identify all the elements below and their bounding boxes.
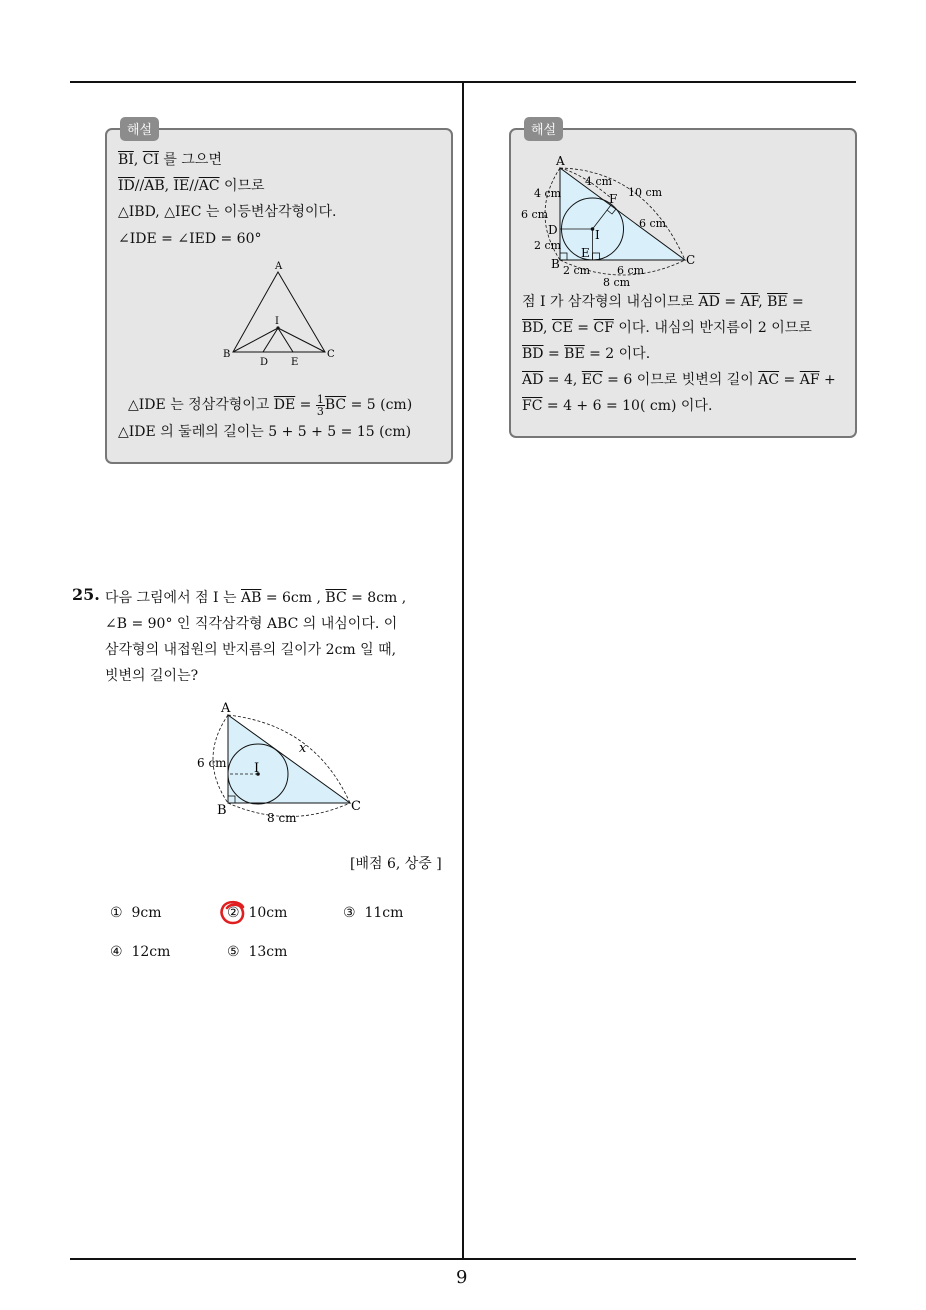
fig-label-x: x bbox=[299, 741, 307, 756]
left-line-1 bbox=[118, 150, 222, 170]
right-line-4 bbox=[522, 370, 836, 390]
fig-label-c: C bbox=[351, 799, 361, 814]
seg-bc: $\overline{BC}$ bbox=[325, 590, 347, 606]
question-line-1 bbox=[105, 588, 406, 608]
seg-text: 이다. 내심의 반지름이 2 이므로 bbox=[613, 320, 812, 336]
seg-ac: $\overline{AC}$ bbox=[198, 178, 220, 194]
seg-be: $\overline{BE}$ bbox=[767, 294, 788, 310]
seg-ie: $\overline{IE}$ bbox=[173, 178, 190, 194]
seg-text: = 8cm , bbox=[346, 590, 407, 606]
seg-fc: $\overline{FC}$ bbox=[522, 398, 543, 414]
seg-text: = 5 (cm) bbox=[346, 397, 413, 413]
fig-label-c: C bbox=[327, 349, 335, 360]
fraction-denominator: 3 bbox=[316, 404, 324, 418]
seg-af: $\overline{AF}$ bbox=[799, 372, 820, 388]
choice-5[interactable] bbox=[227, 944, 287, 960]
fig-label-c: C bbox=[686, 253, 696, 267]
seg-text: 다음 그림에서 점 I 는 bbox=[105, 590, 241, 606]
fig-label-d: D bbox=[260, 357, 269, 368]
score-label: [배점 6, 상중 ] bbox=[350, 856, 442, 872]
seg-eq: = bbox=[572, 320, 594, 336]
question-line-4: 빗변의 길이는? bbox=[105, 668, 199, 684]
fig-label-bc: 8 cm bbox=[603, 276, 631, 289]
seg-ac: $\overline{AC}$ bbox=[758, 372, 780, 388]
seg-ad: $\overline{AD}$ bbox=[522, 372, 544, 388]
right-line-5 bbox=[522, 396, 712, 416]
fig-label-bd: 2 cm bbox=[534, 239, 562, 252]
fig-label-e: E bbox=[291, 357, 299, 368]
fig-label-a: A bbox=[221, 701, 231, 716]
choice-1[interactable] bbox=[110, 905, 162, 921]
right-line-2 bbox=[522, 318, 812, 338]
seg-be: $\overline{BE}$ bbox=[564, 346, 585, 362]
seg-text: △IDE 는 정삼각형이고 bbox=[128, 397, 274, 413]
fig-label-b: B bbox=[223, 349, 231, 360]
fig-label-ec: 6 cm bbox=[617, 264, 645, 277]
seg-comma: , bbox=[164, 178, 174, 194]
seg-parallel: // bbox=[189, 178, 199, 194]
seg-text: 점 I 가 삼각형의 내심이므로 bbox=[522, 294, 699, 310]
seg-ci: $\overline{CI}$ bbox=[142, 152, 159, 168]
fraction-numerator: 1 bbox=[316, 392, 324, 406]
left-line-5 bbox=[128, 393, 412, 417]
seg-comma: , bbox=[543, 320, 552, 336]
choice-5-mark: ⑤ bbox=[227, 944, 240, 960]
choice-4-mark: ④ bbox=[110, 944, 123, 960]
fig-label-fc: 6 cm bbox=[639, 217, 667, 230]
seg-text: = 2 이다. bbox=[584, 346, 651, 362]
fig-label-af: 4 cm bbox=[585, 175, 613, 188]
fig-label-ab: 6 cm bbox=[521, 208, 549, 221]
choice-3-text: 11cm bbox=[364, 905, 404, 921]
seg-bd: $\overline{BD}$ bbox=[522, 320, 544, 336]
right-line-1 bbox=[522, 292, 804, 312]
seg-ad: $\overline{AD}$ bbox=[698, 294, 720, 310]
seg-eq: = bbox=[779, 372, 800, 388]
fig-label-i: I bbox=[254, 761, 260, 776]
fig-label-b: B bbox=[551, 257, 560, 271]
fraction-one-third bbox=[316, 394, 325, 417]
right-line-3 bbox=[522, 344, 650, 364]
seg-cf: $\overline{CF}$ bbox=[593, 320, 614, 336]
left-line-2 bbox=[118, 176, 265, 196]
seg-af: $\overline{AF}$ bbox=[740, 294, 759, 310]
seg-bi: $\overline{BI}$ bbox=[118, 152, 134, 168]
seg-text: 이므로 bbox=[219, 178, 265, 194]
fig-label-e: E bbox=[581, 246, 590, 260]
seg-de: $\overline{DE}$ bbox=[273, 397, 296, 413]
bottom-rule bbox=[70, 1258, 856, 1260]
seg-eq: = bbox=[719, 294, 741, 310]
left-triangle-figure bbox=[215, 258, 345, 370]
seg-text: = 6 이므로 빗변의 길이 bbox=[602, 372, 759, 388]
seg-ce: $\overline{CE}$ bbox=[551, 320, 573, 336]
fig-label-d: D bbox=[548, 223, 558, 237]
seg-text: 를 그으면 bbox=[158, 152, 222, 168]
seg-id: $\overline{ID}$ bbox=[118, 178, 135, 194]
left-line-4: ∠IDE = ∠IED = 60° bbox=[118, 231, 262, 247]
question-triangle-figure bbox=[190, 695, 380, 830]
seg-bc: $\overline{BC}$ bbox=[324, 397, 347, 413]
seg-ab: $\overline{AB}$ bbox=[240, 590, 262, 606]
right-explanation-tag: 해설 bbox=[524, 117, 563, 141]
choice-2-text: 10cm bbox=[248, 905, 288, 921]
seg-ec: $\overline{EC}$ bbox=[581, 372, 603, 388]
fig-label-ab: 6 cm bbox=[197, 756, 227, 770]
question-line-3: 삼각형의 내접원의 반지름의 길이가 2cm 일 때, bbox=[105, 642, 397, 658]
left-line-3: △IBD, △IEC 는 이등변삼각형이다. bbox=[118, 204, 337, 220]
fig-label-bc: 8 cm bbox=[267, 811, 297, 825]
fig-label-be: 2 cm bbox=[563, 264, 591, 277]
fig-label-a: A bbox=[556, 154, 565, 168]
seg-eq: = bbox=[295, 397, 316, 413]
seg-comma: , bbox=[133, 152, 143, 168]
right-triangle-figure bbox=[515, 150, 715, 290]
page-number: 9 bbox=[456, 1267, 468, 1288]
seg-ab: $\overline{AB}$ bbox=[144, 178, 165, 194]
choice-1-text: 9cm bbox=[131, 905, 162, 921]
fig-label-i: I bbox=[275, 316, 279, 327]
question-number: 25. bbox=[72, 585, 100, 604]
choice-4[interactable] bbox=[110, 944, 170, 960]
seg-eq: = bbox=[787, 294, 804, 310]
seg-parallel: // bbox=[134, 178, 145, 194]
fig-label-b: B bbox=[217, 803, 227, 818]
answer-mark-circle bbox=[218, 899, 248, 927]
fig-label-f: F bbox=[609, 192, 618, 206]
choice-4-text: 12cm bbox=[131, 944, 171, 960]
seg-text: = 4 + 6 = 10( cm) 이다. bbox=[542, 398, 713, 414]
seg-bd: $\overline{BD}$ bbox=[522, 346, 544, 362]
left-line-6: △IDE 의 둘레의 길이는 5 + 5 + 5 = 15 (cm) bbox=[118, 424, 412, 440]
choice-1-mark: ① bbox=[110, 905, 123, 921]
seg-plus: + bbox=[819, 372, 836, 388]
seg-text: = 4, bbox=[543, 372, 582, 388]
seg-eq: = bbox=[543, 346, 565, 362]
fig-label-ac: 10 cm bbox=[628, 186, 663, 199]
left-explanation-tag: 해설 bbox=[120, 117, 159, 141]
choice-2-mark: ② bbox=[227, 905, 240, 921]
seg-text: = 6cm , bbox=[261, 590, 326, 606]
fig-label-i: I bbox=[595, 228, 600, 242]
fig-label-ad: 4 cm bbox=[534, 187, 562, 200]
choice-5-text: 13cm bbox=[248, 944, 288, 960]
column-divider bbox=[462, 82, 464, 1260]
choice-3-mark: ③ bbox=[343, 905, 356, 921]
seg-comma: , bbox=[758, 294, 768, 310]
question-line-2: ∠B = 90° 인 직각삼각형 ABC 의 내심이다. 이 bbox=[105, 616, 398, 632]
choice-3[interactable] bbox=[343, 905, 403, 921]
fig-label-a: A bbox=[275, 261, 283, 272]
